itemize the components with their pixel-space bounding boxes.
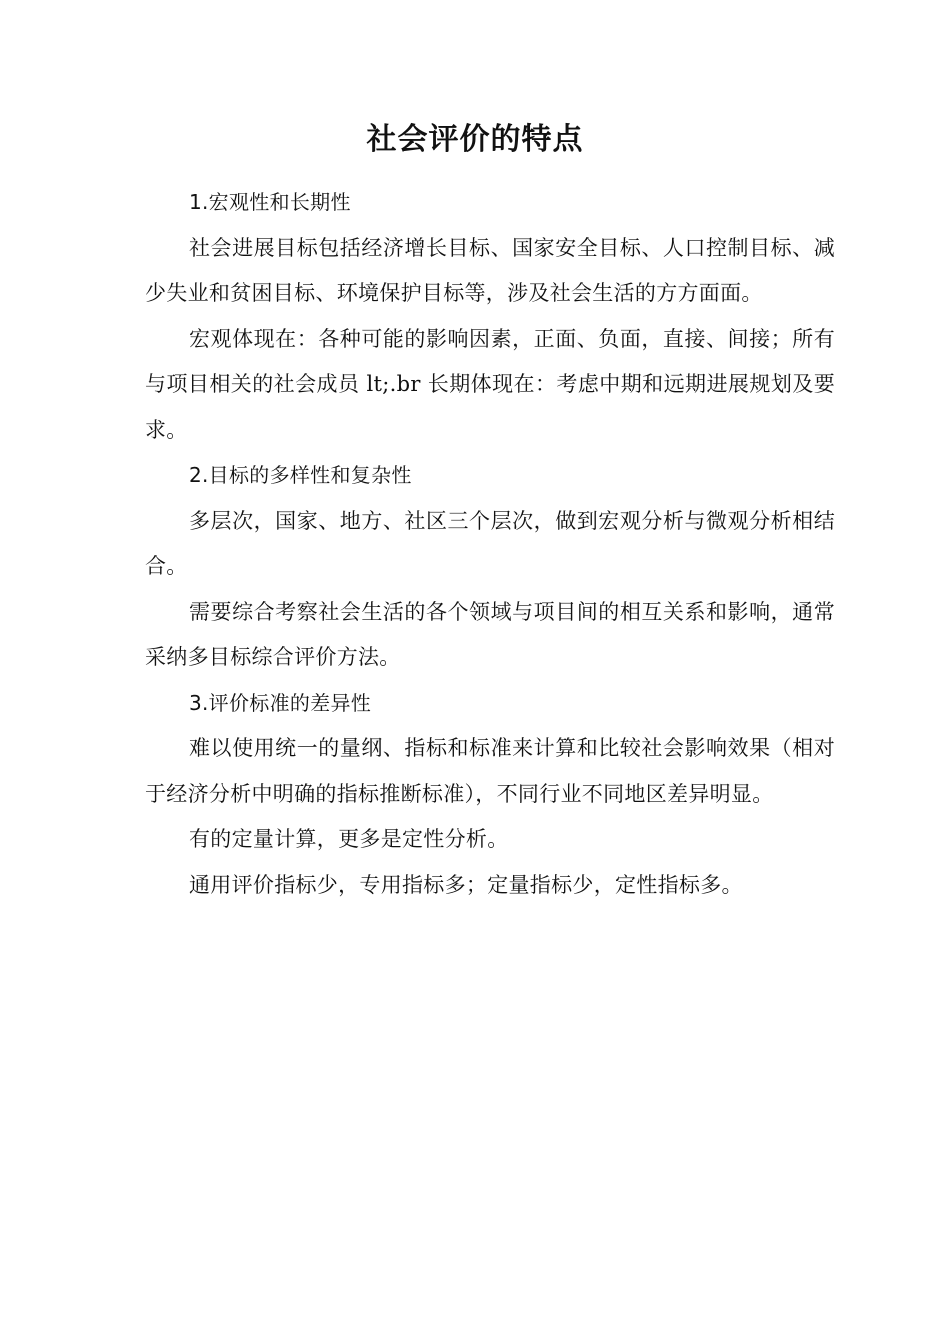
body-paragraph: 需要综合考察社会生活的各个领域与项目间的相互关系和影响，通常采纳多目标综合评价方法。 <box>145 599 835 669</box>
section-heading-2: 2.目标的多样性和复杂性 <box>189 463 412 487</box>
section-heading-1: 1.宏观性和长期性 <box>189 190 351 214</box>
body-paragraph: 宏观体现在：各种可能的影响因素，正面、负面，直接、间接；所有与项目相关的社会成员 lt;.br 长期体现在：考虑中期和远期进展规划及要求。 <box>145 326 835 442</box>
body-paragraph: 难以使用统一的量纲、指标和标准来计算和比较社会影响效果（相对于经济分析中明确的指标推断标准），不同行业不同地区差异明显。 <box>145 736 835 806</box>
body-paragraph: 社会进展目标包括经济增长目标、国家安全目标、人口控制目标、减少失业和贫困目标、环境保护目标等，涉及社会生活的方方面面。 <box>145 235 835 305</box>
document-body <box>145 180 835 908</box>
body-paragraph: 通用评价指标少，专用指标多；定量指标少，定性指标多。 <box>189 872 743 897</box>
section-heading-3: 3.评价标准的差异性 <box>189 690 372 715</box>
body-paragraph: 多层次，国家、地方、社区三个层次，做到宏观分析与微观分析相结合。 <box>145 508 835 578</box>
document-title: 社会评价的特点 <box>366 122 584 157</box>
body-paragraph: 有的定量计算，更多是定性分析。 <box>189 827 509 851</box>
